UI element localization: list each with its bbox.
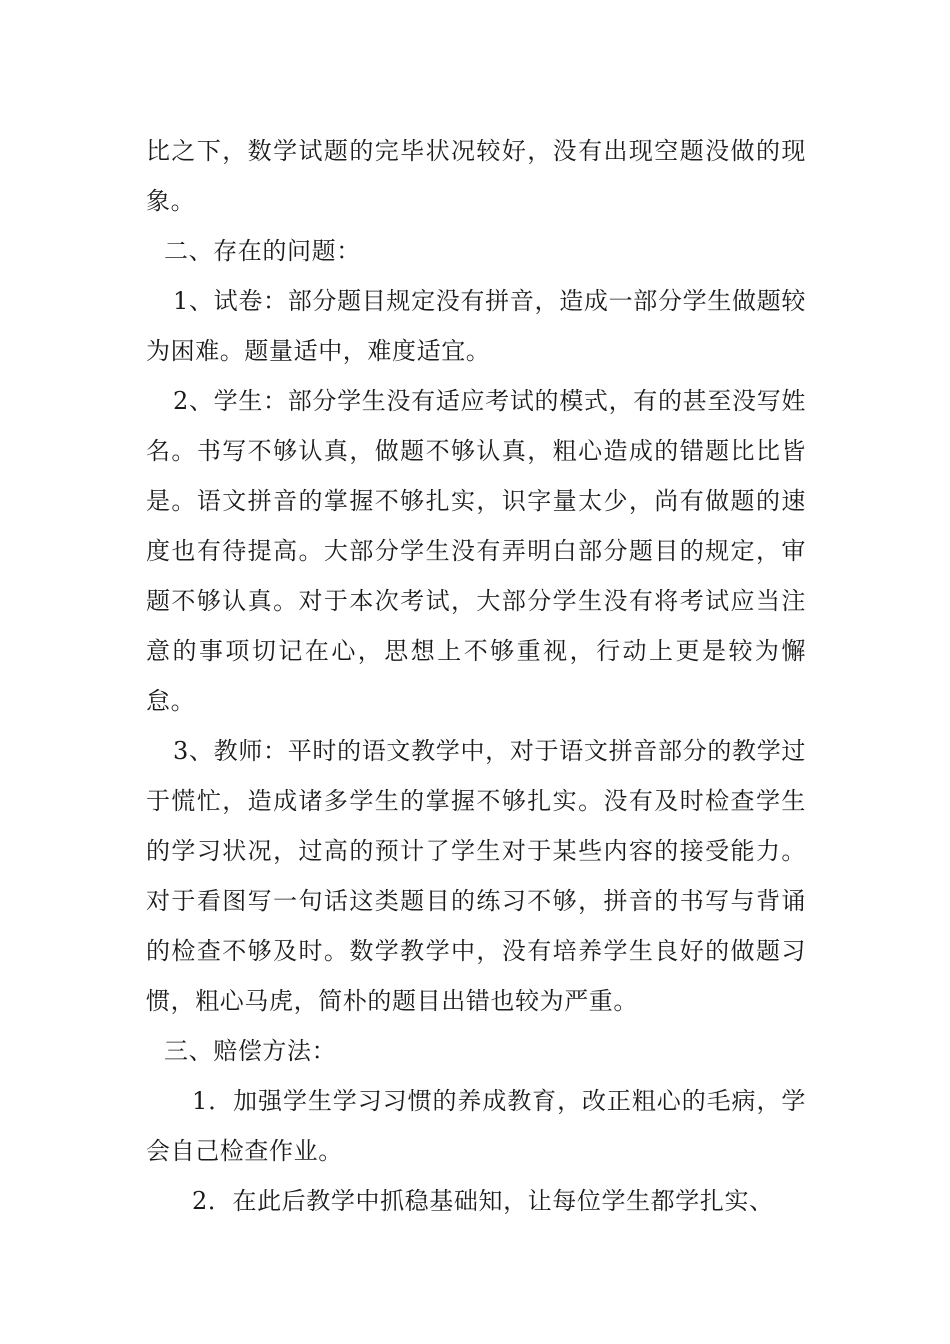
paragraph-test-paper: 1、试卷：部分题目规定没有拼音，造成一部分学生做题较为困难。题量适中，难度适宜。: [146, 287, 806, 365]
paragraph-teachers: 3、教师：平时的语文教学中，对于语文拼音部分的教学过于慌忙，造成诸多学生的掌握不够扎实。没有及时检查学生的学习状况，过高的预计了学生对于某些内容的接受能力。对于看图写一句话这类题目的练习不够，拼音的书写与背诵的检查不够及时。数学教学中，没有培养学生良好的做题习惯，粗心马虎，简朴的题目出错也较为严重。: [146, 737, 806, 1015]
document-body: [146, 126, 806, 1226]
paragraph-remedy-1: 1．加强学生学习习惯的养成教育，改正粗心的毛病，学会自己检查作业。: [146, 1087, 806, 1165]
section-heading-problems: 二、存在的问题：: [164, 237, 361, 265]
paragraph-continuation: 比之下，数学试题的完毕状况较好，没有出现空题没做的现象。: [146, 137, 806, 215]
section-heading-remedies: 三、赔偿方法：: [164, 1037, 337, 1065]
paragraph-remedy-2: 2．在此后教学中抓稳基础知，让每位学生都学扎实、: [192, 1187, 774, 1215]
paragraph-students: 2、学生：部分学生没有适应考试的模式，有的甚至没写姓名。书写不够认真，做题不够认真，粗心造成的错题比比皆是。语文拼音的掌握不够扎实，识字量太少，尚有做题的速度也有待提高。大部分学生没有弄明白部分题目的规定，审题不够认真。对于本次考试，大部分学生没有将考试应当注意的事项切记在心，思想上不够重视，行动上更是较为懈怠。: [146, 387, 806, 715]
